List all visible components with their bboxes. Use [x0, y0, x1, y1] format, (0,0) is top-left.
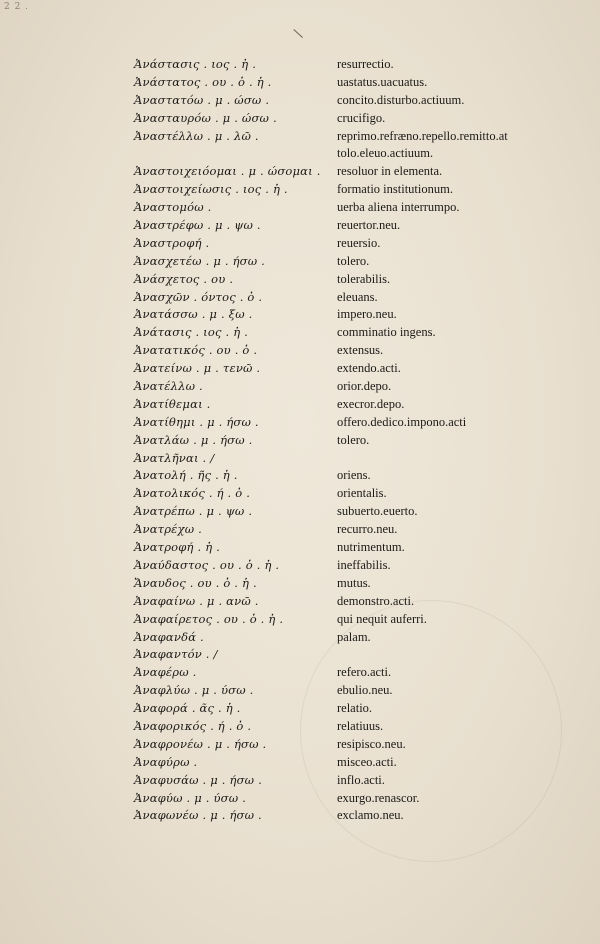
latin-gloss: ineffabilis.: [337, 557, 391, 572]
latin-gloss: eleuans.: [337, 289, 378, 304]
latin-gloss: inflo.acti.: [337, 772, 385, 787]
greek-headword: Ἀνάσχετος . ου .: [134, 271, 234, 286]
latin-gloss: comminatio ingens.: [337, 325, 436, 340]
greek-headword: Ἀνατλῆναι . /: [134, 450, 215, 465]
latin-gloss-column: [337, 56, 547, 825]
latin-gloss: refero.acti.: [337, 665, 392, 680]
greek-headword: Ἀναφυσάω . μ . ήσω .: [134, 772, 262, 787]
greek-headword: Ἀνατάσσω . μ . ξω .: [134, 307, 253, 322]
greek-headword: [134, 145, 334, 163]
greek-headword: Ἀνατρέχω .: [134, 522, 203, 537]
greek-headword: Ἀναστατόω . μ . ώσω .: [134, 92, 270, 107]
greek-headword: Ἀνατείνω . μ . τενῶ .: [134, 361, 261, 376]
greek-headword: Ἀναφέρω .: [134, 665, 197, 680]
greek-headword-column: [134, 56, 334, 825]
greek-headword: Ἀναφανδά .: [134, 629, 204, 644]
greek-headword: Ἀνάτασις . ιος . ἡ .: [134, 325, 248, 340]
greek-headword: Ἀνατολικός . ή . ὁ .: [134, 486, 251, 501]
greek-headword: Ἀνατέλλω .: [134, 379, 203, 394]
greek-headword: Ἀνάστασις . ιος . ἡ .: [134, 57, 257, 71]
greek-headword: Ἀναστοιχείωσις . ιος . ἡ .: [134, 182, 288, 197]
latin-gloss: tolero.: [337, 432, 370, 447]
greek-headword: Ἀναφύω . μ . ύσω .: [134, 790, 247, 805]
latin-gloss: mutus.: [337, 575, 371, 590]
latin-gloss: tolo.eleuo.actiuum.: [337, 146, 434, 161]
latin-gloss: palam.: [337, 629, 371, 644]
latin-gloss: extendo.acti.: [337, 361, 401, 376]
latin-gloss: formatio institutionum.: [337, 182, 453, 197]
greek-headword: Ἀναφαίνω . μ . ανῶ .: [134, 593, 259, 608]
greek-headword: Ἀνατίθεμαι .: [134, 396, 211, 411]
greek-headword: Ἀναστοιχειόομαι . μ . ώσομαι .: [134, 164, 321, 179]
greek-headword: Ἀνατροφή . ἡ .: [134, 540, 221, 555]
latin-gloss: tolero.: [337, 253, 370, 268]
latin-gloss: resipisco.neu.: [337, 736, 406, 751]
latin-gloss: resoluor in elementa.: [337, 164, 443, 179]
latin-gloss: uastatus.uacuatus.: [337, 74, 428, 89]
latin-gloss: [337, 646, 547, 664]
latin-gloss: exurgo.renascor.: [337, 790, 420, 805]
greek-headword: Ἀνασχετέω . μ . ήσω .: [134, 253, 265, 268]
latin-gloss: reuersio.: [337, 235, 381, 250]
latin-gloss: recurro.neu.: [337, 522, 398, 537]
latin-gloss: misceo.acti.: [337, 754, 397, 769]
latin-gloss: crucifigo.: [337, 110, 386, 125]
greek-headword: Ἀναστέλλω . μ . λῶ .: [134, 128, 259, 143]
latin-gloss: offero.dedico.impono.acti: [337, 414, 467, 429]
greek-headword: Ἀνάστατος . ου . ὁ . ἡ .: [134, 74, 272, 89]
latin-gloss: execror.depo.: [337, 396, 405, 411]
greek-headword: Ἀναφορικός . ή . ὁ .: [134, 718, 252, 733]
latin-gloss: oriens.: [337, 468, 371, 483]
latin-gloss: impero.neu.: [337, 307, 397, 322]
latin-gloss: reprimo.refræno.repello.remitto.at: [337, 128, 508, 143]
greek-headword: Ἀναστρέφω . μ . ψω .: [134, 218, 261, 233]
latin-gloss: relatiuus.: [337, 718, 384, 733]
greek-headword: Ἀναφαίρετος . ου . ὁ . ἡ .: [134, 611, 284, 626]
greek-headword: Ἀναφρονέω . μ . ήσω .: [134, 736, 267, 751]
greek-headword: Ἀναφλύω . μ . ύσω .: [134, 683, 254, 698]
latin-gloss: [337, 450, 547, 468]
latin-gloss: tolerabilis.: [337, 271, 391, 286]
latin-gloss: subuerto.euerto.: [337, 504, 418, 519]
latin-gloss: extensus.: [337, 343, 384, 358]
greek-headword: Ἀναφορά . ᾶς . ἡ .: [134, 701, 241, 716]
corner-mark: 2 2 .: [4, 2, 30, 12]
greek-headword: Ἀνατρέπω . μ . ψω .: [134, 504, 253, 519]
greek-headword: Ἀνατατικός . ου . ὁ .: [134, 343, 258, 358]
greek-headword: Ἀνασχῶν . όντος . ὁ .: [134, 289, 263, 304]
greek-headword: Ἀναφύρω .: [134, 754, 198, 769]
greek-headword: Ἀνατλάω . μ . ήσω .: [134, 432, 253, 447]
latin-gloss: concito.disturbo.actiuum.: [337, 92, 465, 107]
latin-gloss: orientalis.: [337, 486, 387, 501]
greek-headword: Ἄναυδος . ου . ὁ . ἡ .: [134, 575, 257, 590]
latin-gloss: uerba aliena interrumpo.: [337, 200, 460, 215]
greek-headword: Ἀναφωνέω . μ . ήσω .: [134, 808, 262, 823]
latin-gloss: qui nequit auferri.: [337, 611, 427, 626]
latin-gloss: demonstro.acti.: [337, 593, 415, 608]
greek-headword: Ἀνασταυρόω . μ . ώσω .: [134, 110, 277, 125]
latin-gloss: orior.depo.: [337, 379, 392, 394]
greek-headword: Ἀναστομόω .: [134, 200, 212, 215]
latin-gloss: nutrimentum.: [337, 540, 405, 555]
ink-tick-mark: \: [292, 25, 305, 43]
latin-gloss: exclamo.neu.: [337, 808, 404, 823]
greek-headword: Ἀνατίθημι . μ . ήσω .: [134, 414, 259, 429]
greek-headword: Ἀναύδαστος . ου . ὁ . ἡ .: [134, 557, 280, 572]
latin-gloss: relatio.: [337, 701, 373, 716]
greek-headword: Ἀνατολή . ῆς . ἡ .: [134, 468, 238, 483]
greek-headword: Ἀναφαντόν . /: [134, 647, 218, 662]
latin-gloss: ebulio.neu.: [337, 683, 393, 698]
latin-gloss: resurrectio.: [337, 57, 394, 71]
greek-headword: Ἀναστροφή .: [134, 235, 210, 250]
latin-gloss: reuertor.neu.: [337, 218, 401, 233]
